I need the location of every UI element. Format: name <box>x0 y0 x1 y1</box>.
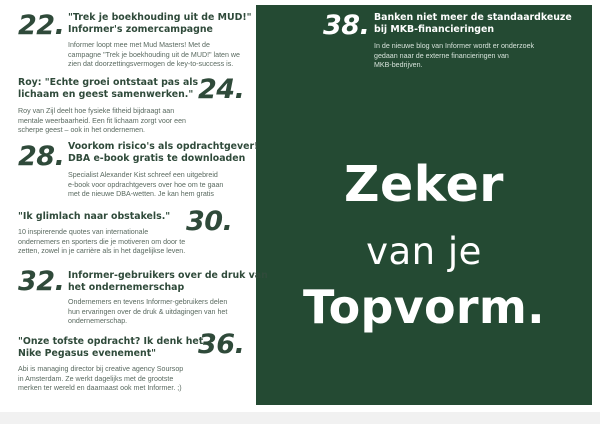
article-body: zien dat doorzettingsvermogen de key-to-success is. <box>68 60 234 68</box>
article-title[interactable]: bij MKB-financieringen <box>374 24 495 35</box>
article-number: 38. <box>323 10 370 41</box>
hero-line-zeker: Zeker <box>344 156 504 213</box>
article-body: Informer loopt mee met Mud Masters! Met de <box>68 41 210 49</box>
article-title[interactable]: Informer-gebruikers over de druk van <box>68 270 268 281</box>
article-body: zetten, zowel in je carrière als in het dagelijkse leven. <box>18 247 186 255</box>
article-body: hun ervaringen over de druk & uitdagingen van het <box>68 307 228 316</box>
article-number: 24. <box>198 74 245 105</box>
article-body: e-book voor opdrachtgevers over hoe om te gaan <box>68 180 224 189</box>
article-body: merken ter wereld en daarnaast ook met Informer. ;) <box>18 384 182 392</box>
article-body: 10 inspirerende quotes van internationale <box>18 228 149 236</box>
article-body: mentale weerbaarheid. Een fit lichaam zorgt voor een <box>18 116 186 125</box>
hero-line-topvorm: Topvorm. <box>303 280 545 334</box>
article-number: 30. <box>186 206 233 237</box>
article-title[interactable]: Nike Pegasus evenement" <box>18 348 157 359</box>
article-body: In de nieuwe blog van Informer wordt er onderzoek <box>374 42 535 50</box>
bottom-strip <box>0 412 600 424</box>
article-title[interactable]: DBA e-book gratis te downloaden <box>68 153 246 164</box>
article-body: MKB-bedrijven. <box>374 61 423 69</box>
article-body: Roy van Zijl deelt hoe fysieke fitheid bijdraagt aan <box>18 107 175 115</box>
article-body: met de nieuwe DBA-wetten. Je kan hem gratis <box>68 190 214 198</box>
article-number: 28. <box>18 141 65 172</box>
article-title[interactable]: "Onze tofste opdracht? Ik denk het <box>18 336 204 347</box>
article-number: 22. <box>18 10 65 41</box>
article-title[interactable]: "Ik glimlach naar obstakels." <box>18 211 171 222</box>
article-title[interactable]: Informer's zomercampagne <box>68 24 213 35</box>
article-title[interactable]: Banken niet meer de standaardkeuze <box>374 12 572 23</box>
article-body: campagne "Trek je boekhouding uit de MUD!" laten we <box>68 50 240 59</box>
article-body: scherpe geest – ook in het ondernemen. <box>18 126 145 134</box>
article-title[interactable]: lichaam en geest samenwerken." <box>18 89 194 100</box>
article-number: 32. <box>18 266 65 297</box>
article-title[interactable]: "Trek je boekhouding uit de MUD!" <box>68 12 252 23</box>
hero-line-van-je: van je <box>366 230 482 273</box>
article-title[interactable]: het ondernemerschap <box>68 282 185 293</box>
article-title[interactable]: Voorkom risico's als opdrachtgever! <box>68 141 259 152</box>
article-body: ondernemers en sporters die je motiveren om door te <box>18 237 186 246</box>
article-body: gedaan naar de externe financieringen van <box>374 51 509 60</box>
article-body: ondernemerschap. <box>68 317 128 325</box>
article-body: Abi is managing director bij creative agency Soursop <box>18 365 184 373</box>
article-number: 36. <box>198 329 245 360</box>
article-title[interactable]: Roy: "Echte groei ontstaat pas als <box>18 77 199 88</box>
article-body: in Amsterdam. Ze werkt dagelijks met de grootste <box>18 374 174 383</box>
article-body: Specialist Alexander Kist schreef een uitgebreid <box>68 171 218 179</box>
article-body: Ondernemers en tevens Informer-gebruikers delen <box>68 298 228 306</box>
